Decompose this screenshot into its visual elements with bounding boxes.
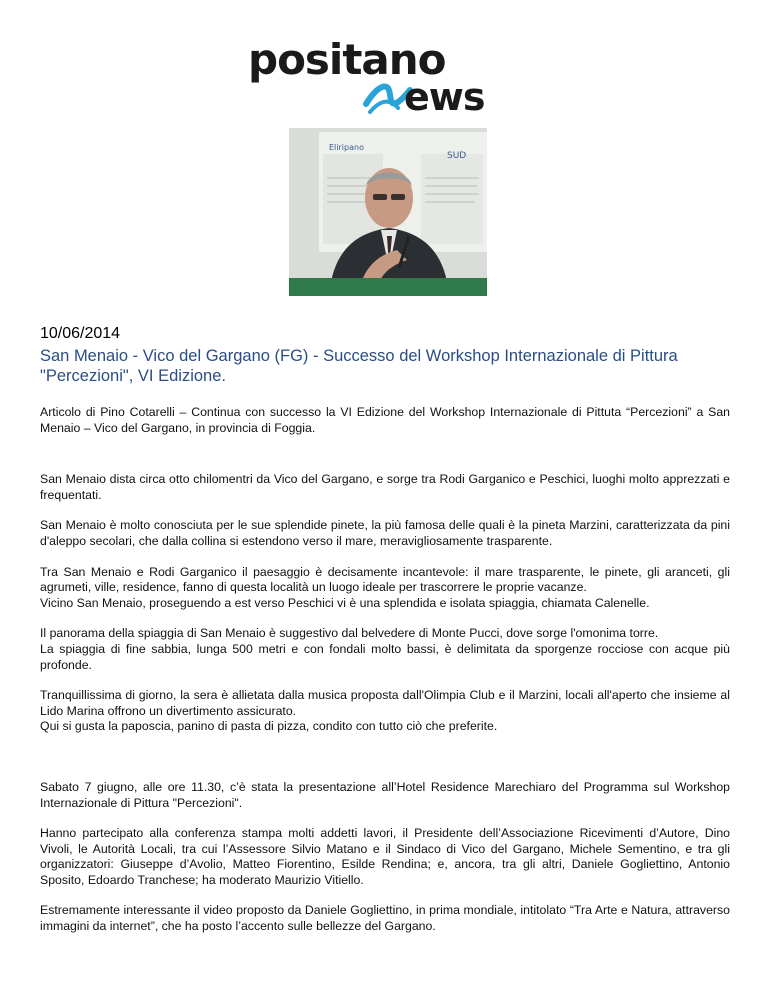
photo-sign-right: SUD [447,151,467,161]
article-body [40,405,730,935]
article-paragraph: Vicino San Menaio, proseguendo a est verso Peschici vi è una splendida e isolata spiaggia, chiamata Calenelle. [40,595,650,610]
logo-swoosh-tail [370,102,398,112]
article-paragraph: Il panorama della spiaggia di San Menaio è suggestivo dal belvedere di Monte Pucci, dove sorge l'omonima torre. [40,626,659,641]
photo-sign-left: Eliripano [329,143,364,152]
article-paragraph: Hanno partecipato alla conferenza stampa molti addetti lavori, il Presidente dell’Associazione Ricevimenti d’Autore, Dino Vivoli, le Autorità Locali, tra cui l’Assessore Silvio Matano e il Sindaco di Vico del Gargano, Michele Sementino, e tra gli organizzatori: Giuseppe d’Avolio, Matteo Fiorentino, Esilde Rendina; e, ancora, tra gli altri, Daniele Gogliettino, Antonio Sposito, Edoardo Tranchese; ha moderato Maurizio Vitiello. [40,826,730,887]
article-paragraph: Estremamente interessante il video proposto da Daniele Gogliettino, in prima mondiale, intitolato “Tra Arte e Natura, attraverso immagini da internet”, che ha posto l’accento sulle bellezze del Gargano. [40,903,730,934]
article-title: San Menaio - Vico del Gargano (FG) - Successo del Workshop Internazionale di Pittura "Percezioni", VI Edizione. [40,347,678,385]
article-paragraph: Qui si gusta la paposcia, panino di pasta di pizza, condito con tutto ciò che preferite. [40,719,498,734]
article-paragraph: Sabato 7 giugno, alle ore 11.30, c’è stata la presentazione all’Hotel Residence Marechiaro del Programma sul Workshop Internazionale di Pittura "Percezioni". [40,779,730,810]
article-paragraph: San Menaio dista circa otto chilomentri da Vico del Gargano, e sorge tra Rodi Garganico e Peschici, luoghi molto apprezzati e frequentati. [40,472,730,502]
article-paragraph: La spiaggia di fine sabbia, lunga 500 metri e con fondali molto bassi, è delimitata da sporgenze rocciose con acque più profonde. [40,641,730,672]
logo-text-news: ews [404,75,485,119]
article-intro: Articolo di Pino Cotarelli – Continua con successo la VI Edizione del Workshop Internazionale di Pittuta “Percezioni” a San Menaio – Vico del Gargano, in provincia di Foggia. [40,405,730,435]
article-paragraph: San Menaio è molto conosciuta per le sue splendide pinete, la più famosa delle quali è la pineta Marzini, caratterizzata da pini d'aleppo secolari, che dalla collina si estendono verso il mare, meravigliosamente trasparente. [40,518,730,548]
article-photo [289,128,487,296]
article-paragraph: Tra San Menaio e Rodi Garganico il paesaggio è decisamente incantevole: il mare trasparente, le pinete, gli aranceti, gli agrumeti, ville, residence, fanno di questa località un luogo ideale per trascorrere le proprie vacanze. [40,564,730,595]
article-date: 10/06/2014 [40,325,121,342]
positano-news-logo [248,38,538,120]
photo-illustration [289,128,487,296]
logo-text-positano: positano [248,38,446,84]
article-paragraph: Tranquillissima di giorno, la sera è allietata dalla musica proposta dall'Olimpia Club e il Marzini, locali all'aperto che insieme al Lido Marina offrono un divertimento assicurato. [40,688,730,718]
